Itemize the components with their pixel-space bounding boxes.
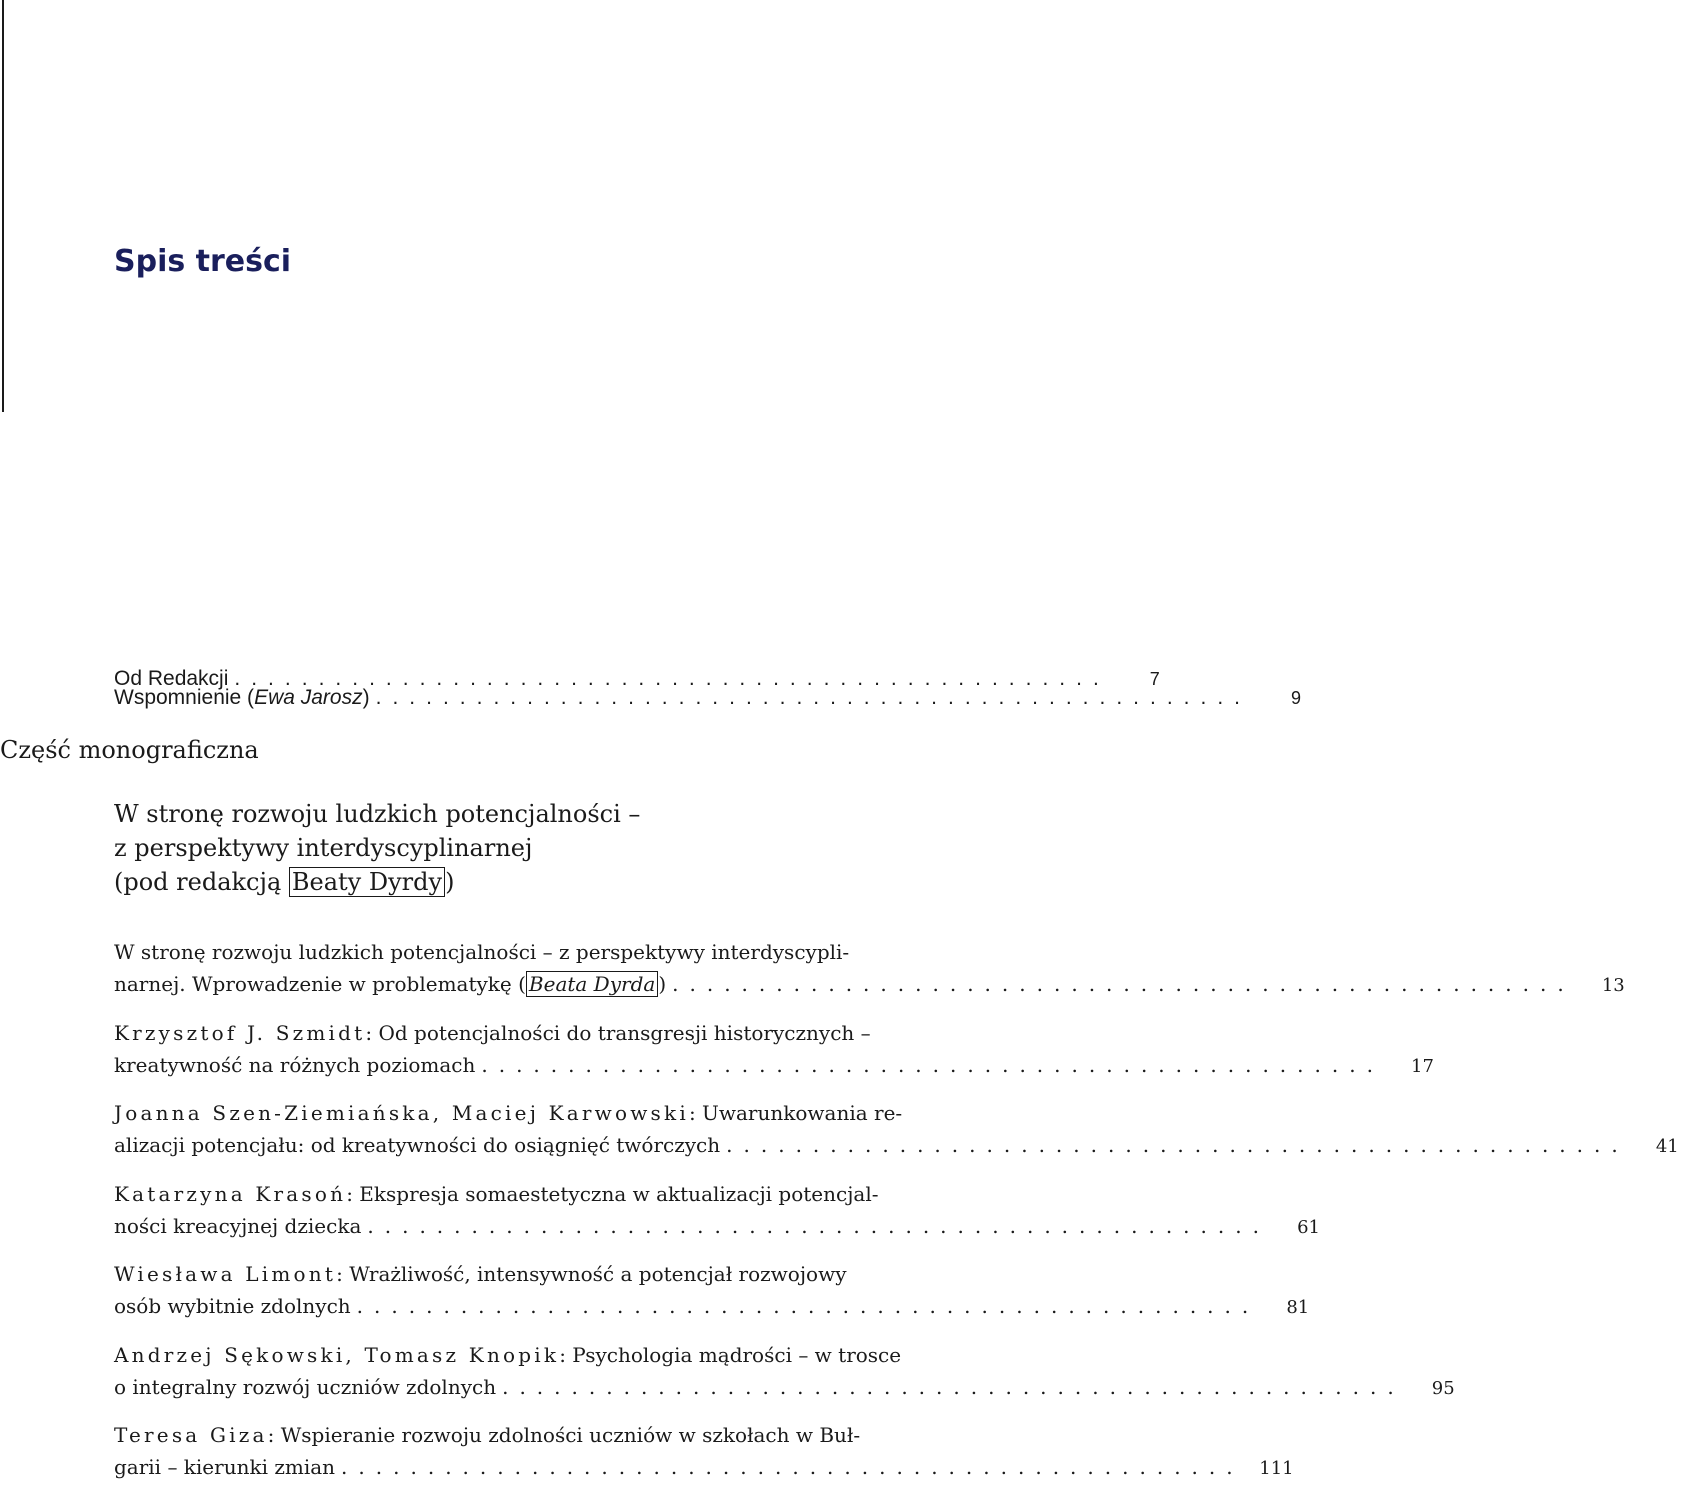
leader-dots: ....................................................	[481, 1053, 1384, 1077]
toc-entry-title: alizacji potencjału: od kreatywności do osiągnięć twórczych	[114, 1133, 721, 1157]
entry-title-part: : Wrażliwość, intensywność a potencjał rozwojowy	[336, 1262, 847, 1286]
part-title: Część monograficzna	[0, 736, 259, 764]
leader-dots: ....................................................	[672, 972, 1575, 996]
page-number: 7	[1149, 669, 1160, 689]
toc-entry-1[interactable]	[114, 972, 1625, 1000]
entry-title-part: : Psychologia mądrości – w trosce	[559, 1343, 902, 1367]
toc-entry-title: garii – kierunki zmian	[114, 1455, 336, 1479]
entry-title-part: : Od potencjalności do transgresji historycznych –	[365, 1021, 871, 1045]
leader-dots: ....................................................	[502, 1375, 1405, 1399]
page-number: 61	[1297, 1217, 1320, 1238]
part-subtitle-line-2: z perspektywy interdyscyplinarnej	[114, 834, 533, 862]
toc-entry-title	[114, 972, 666, 996]
leader-dots: ....................................................	[375, 686, 1252, 709]
toc-entry-title	[114, 686, 370, 710]
leader-dots: ....................................................	[356, 1294, 1260, 1318]
toc-entry-3[interactable]	[114, 1133, 1679, 1161]
page-number: 41	[1655, 1136, 1679, 1157]
entry-author: Wiesława Limont	[114, 1262, 337, 1286]
toc-entry-title: o integralny rozwój uczniów zdolnych	[114, 1375, 497, 1399]
toc-entry-7[interactable]	[114, 1455, 1294, 1483]
toc-entry-4[interactable]	[114, 1214, 1320, 1242]
leader-dots: ....................................................	[367, 1214, 1270, 1238]
toc-entry-1-line-1: W stronę rozwoju ludzkich potencjalności – z perspektywy interdyscypli-	[114, 940, 850, 964]
editor-name-boxed: Beaty Dyrdy	[289, 867, 445, 897]
page-title: Spis treści	[114, 244, 292, 279]
toc-entry-wspomnienie[interactable]	[114, 686, 1302, 714]
part-subtitle-line-3	[114, 868, 454, 896]
author-boxed: Beata Dyrda	[526, 971, 658, 997]
toc-entry-title: kreatywność na różnych poziomach	[114, 1053, 476, 1077]
part-sub-pre: (pod redakcją	[114, 868, 289, 896]
entry-title-part: : Ekspresja somaestetyczna w aktualizacji potencjal-	[346, 1182, 879, 1206]
toc-entry-6-line-1	[114, 1343, 901, 1373]
toc-entry-6[interactable]	[114, 1375, 1455, 1403]
page-number: 95	[1431, 1378, 1455, 1399]
part-subtitle-line-1: W stronę rozwoju ludzkich potencjalności –	[114, 800, 641, 828]
leader-dots: ....................................................	[234, 667, 1110, 690]
part-sub-post: )	[445, 868, 455, 896]
toc-entry-4-line-1	[114, 1182, 878, 1212]
entry-title-part: : Uwarunkowania re-	[688, 1101, 903, 1125]
toc-entry-3-line-1	[114, 1101, 902, 1131]
margin-rule	[2, 0, 4, 412]
page-number: 17	[1411, 1056, 1434, 1077]
page-number: 111	[1259, 1458, 1294, 1479]
page-number: 9	[1291, 688, 1302, 708]
entry-author: Joanna Szen-Ziemiańska, Maciej Karwowski	[114, 1101, 689, 1125]
toc-entry-5[interactable]	[114, 1294, 1310, 1322]
toc-entry-2[interactable]	[114, 1053, 1434, 1081]
leader-dots: ....................................................	[341, 1455, 1244, 1479]
toc-entry-5-line-1	[114, 1262, 847, 1292]
toc-entry-title: Od Redakcji	[114, 667, 229, 690]
toc-text-post: )	[658, 972, 667, 996]
entry-author: Andrzej Sękowski, Tomasz Knopik	[114, 1343, 560, 1367]
toc-entry-2-line-1	[114, 1021, 871, 1051]
entry-title-part: : Wspieranie rozwoju zdolności uczniów w szkołach w Buł-	[267, 1423, 861, 1447]
entry-author: Krzysztof J. Szmidt	[114, 1021, 366, 1045]
toc-entry-title: osób wybitnie zdolnych	[114, 1294, 351, 1318]
page-number: 13	[1601, 975, 1625, 996]
toc-text-pre: Wspomnienie (	[114, 686, 255, 709]
entry-author: Teresa Giza	[114, 1423, 268, 1447]
toc-editor: Ewa Jarosz	[254, 686, 363, 709]
toc-entry-title: ności kreacyjnej dziecka	[114, 1214, 362, 1238]
entry-author: Katarzyna Krasoń	[114, 1182, 347, 1206]
toc-text-post: )	[362, 686, 370, 709]
leader-dots: ....................................................	[726, 1133, 1629, 1157]
toc-entry-7-line-1	[114, 1423, 860, 1453]
page-number: 81	[1286, 1297, 1310, 1318]
toc-text-pre: narnej. Wprowadzenie w problematykę (	[114, 972, 526, 996]
